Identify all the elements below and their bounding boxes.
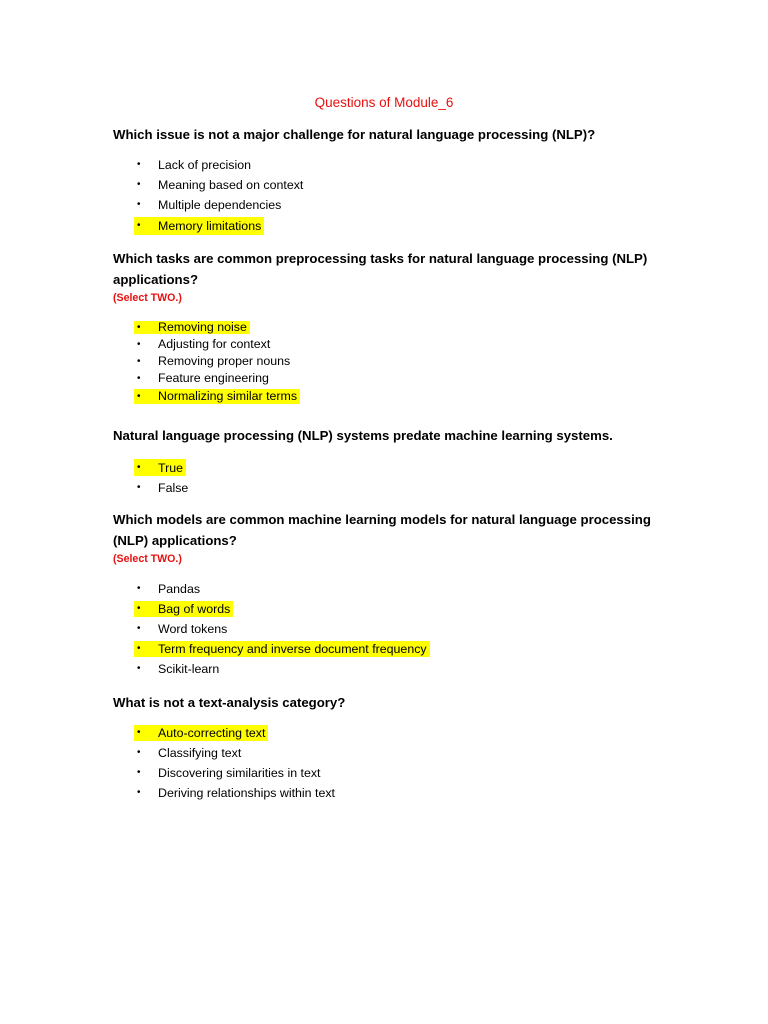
bullet-icon: •	[137, 373, 141, 384]
option-text: Meaning based on context	[158, 178, 304, 192]
option-item	[0, 175, 768, 195]
question-text: Natural language processing (NLP) systems predate machine learning systems.	[113, 428, 613, 443]
option-text: Normalizing similar terms	[158, 389, 298, 403]
question-block-2	[0, 248, 768, 406]
option-text: Classifying text	[158, 746, 242, 760]
option-item	[0, 599, 768, 619]
option-item	[0, 387, 768, 406]
bullet-icon: •	[137, 339, 141, 350]
question-block-3	[0, 425, 768, 498]
bullet-icon: •	[137, 220, 141, 231]
option-item	[0, 763, 768, 783]
option-item	[0, 659, 768, 679]
option-item	[0, 155, 768, 175]
select-note: (Select TWO.)	[113, 553, 182, 565]
option-item	[0, 723, 768, 743]
option-item	[0, 457, 768, 478]
bullet-icon: •	[137, 199, 141, 210]
option-item	[0, 319, 768, 336]
question-text: Which models are common machine learning models for natural language processing (NLP) applications?	[113, 512, 651, 548]
bullet-icon: •	[137, 356, 141, 367]
option-text: Term frequency and inverse document frequency	[158, 642, 427, 656]
options-list	[0, 579, 768, 679]
bullet-icon: •	[137, 643, 141, 654]
option-text: Pandas	[158, 582, 201, 596]
bullet-icon: •	[137, 787, 141, 798]
bullet-icon: •	[137, 623, 141, 634]
option-item	[0, 619, 768, 639]
option-text: Removing noise	[158, 320, 247, 334]
option-item	[0, 743, 768, 763]
option-item	[0, 639, 768, 659]
question-block-1	[0, 124, 768, 237]
options-list	[0, 457, 768, 498]
bullet-icon: •	[137, 179, 141, 190]
options-list	[0, 319, 768, 406]
select-note: (Select TWO.)	[113, 292, 182, 304]
options-list	[0, 155, 768, 237]
option-text: Removing proper nouns	[158, 354, 291, 368]
bullet-icon: •	[137, 391, 141, 402]
bullet-icon: •	[137, 747, 141, 758]
option-item	[0, 353, 768, 370]
option-text: Multiple dependencies	[158, 198, 282, 212]
option-text: Adjusting for context	[158, 337, 271, 351]
option-item	[0, 195, 768, 215]
bullet-icon: •	[137, 727, 141, 738]
option-text: True	[158, 460, 184, 475]
options-list	[0, 723, 768, 803]
bullet-icon: •	[137, 322, 141, 333]
option-text: Auto-correcting text	[158, 726, 266, 740]
bullet-icon: •	[137, 663, 141, 674]
option-text: Feature engineering	[158, 371, 269, 385]
option-item	[0, 370, 768, 387]
option-text: Deriving relationships within text	[158, 786, 335, 800]
question-text: Which tasks are common preprocessing tasks for natural language processing (NLP) applications?	[113, 251, 648, 287]
page-title: Questions of Module_6	[314, 95, 454, 110]
bullet-icon: •	[137, 583, 141, 594]
option-item	[0, 478, 768, 498]
question-text: What is not a text-analysis category?	[113, 695, 346, 710]
bullet-icon: •	[137, 461, 141, 473]
option-item	[0, 579, 768, 599]
bullet-icon: •	[137, 159, 141, 170]
question-text: Which issue is not a major challenge for natural language processing (NLP)?	[113, 127, 596, 142]
option-text: Scikit-learn	[158, 662, 220, 676]
option-text: Discovering similarities in text	[158, 766, 321, 780]
option-text: False	[158, 481, 189, 495]
option-item	[0, 783, 768, 803]
option-text: Bag of words	[158, 602, 231, 616]
bullet-icon: •	[137, 603, 141, 614]
option-text: Lack of precision	[158, 158, 251, 172]
bullet-icon: •	[137, 482, 141, 493]
option-text: Memory limitations	[158, 219, 262, 233]
option-item	[0, 215, 768, 237]
question-block-5	[0, 692, 768, 803]
option-text: Word tokens	[158, 622, 228, 636]
bullet-icon: •	[137, 767, 141, 778]
option-item	[0, 336, 768, 353]
question-block-4	[0, 509, 768, 679]
